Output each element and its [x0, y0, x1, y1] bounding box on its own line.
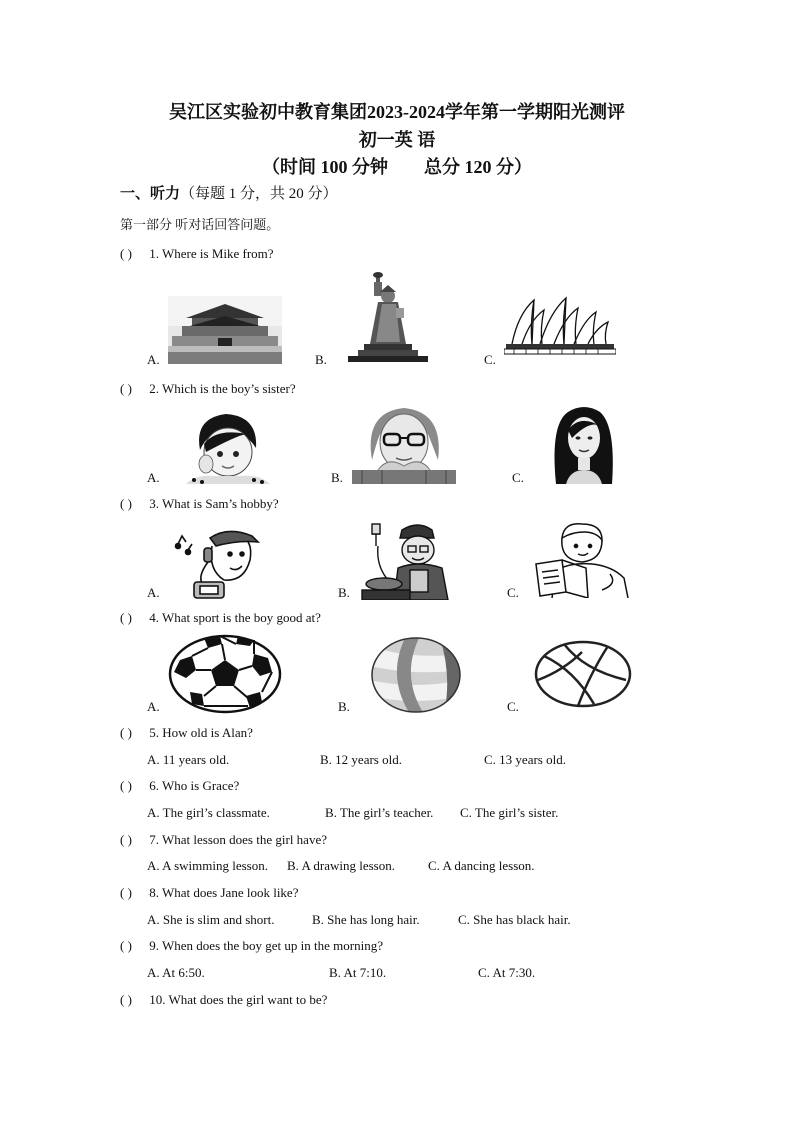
- exam-time-score: [0, 153, 794, 179]
- volleyball-icon: [370, 636, 462, 714]
- q3-option-a[interactable]: A.: [147, 585, 160, 600]
- q6-option-c[interactable]: C. The girl’s sister.: [460, 805, 559, 820]
- exam-title: 吴江区实验初中教育集团2023-2024学年第一学期阳光测评: [169, 102, 625, 122]
- q8-option-c[interactable]: C. She has black hair.: [458, 912, 571, 927]
- q4-option-b[interactable]: B.: [338, 699, 350, 714]
- tiananmen-image: [168, 296, 282, 364]
- answer-blank[interactable]: ( ): [120, 246, 132, 261]
- section-title: 一、听力: [120, 186, 181, 202]
- question-text: 4. What sport is the boy good at?: [149, 610, 321, 625]
- question-3: [120, 496, 279, 512]
- girl-glasses-image: [352, 404, 456, 484]
- question-6: [120, 778, 239, 794]
- question-text: 1. Where is Mike from?: [149, 246, 274, 261]
- answer-blank[interactable]: ( ): [120, 778, 132, 793]
- q8-option-a[interactable]: A. She is slim and short.: [147, 912, 275, 927]
- question-9: [120, 938, 383, 954]
- q6-option-b[interactable]: B. The girl’s teacher.: [325, 805, 434, 820]
- q5-option-a[interactable]: A. 11 years old.: [147, 752, 230, 767]
- question-text: 5. How old is Alan?: [149, 725, 253, 740]
- answer-blank[interactable]: ( ): [120, 610, 132, 625]
- q9-option-a[interactable]: A. At 6:50.: [147, 965, 205, 980]
- question-text: 3. What is Sam’s hobby?: [149, 496, 279, 511]
- question-7: [120, 832, 327, 848]
- question-text: 10. What does the girl want to be?: [149, 992, 328, 1007]
- q7-option-c[interactable]: C. A dancing lesson.: [428, 858, 535, 873]
- section-heading: [120, 182, 338, 203]
- girl-long-hair-image: [550, 404, 616, 484]
- q8-option-b[interactable]: B. She has long hair.: [312, 912, 420, 927]
- answer-blank[interactable]: ( ): [120, 381, 132, 396]
- question-10: [120, 992, 327, 1008]
- question-2: [120, 381, 296, 397]
- child-short-hair-image: [176, 408, 280, 484]
- sydney-opera-house-image: [504, 294, 616, 356]
- question-text: 9. When does the boy get up in the morning?: [149, 938, 383, 953]
- q7-option-b[interactable]: B. A drawing lesson.: [287, 858, 395, 873]
- q9-option-b[interactable]: B. At 7:10.: [329, 965, 387, 980]
- q5-option-c[interactable]: C. 13 years old.: [484, 752, 566, 767]
- q6-option-a[interactable]: A. The girl’s classmate.: [147, 805, 270, 820]
- total-label: 总分 120 分）: [424, 157, 532, 177]
- q5-option-b[interactable]: B. 12 years old.: [320, 752, 402, 767]
- q2-option-a[interactable]: A.: [147, 470, 160, 485]
- q2-option-c[interactable]: C.: [512, 470, 524, 485]
- q1-option-b[interactable]: B.: [315, 352, 327, 367]
- q2-option-b[interactable]: B.: [331, 470, 343, 485]
- boy-reading-image: [532, 520, 632, 598]
- answer-blank[interactable]: ( ): [120, 725, 132, 740]
- question-4: [120, 610, 321, 626]
- q1-option-c[interactable]: C.: [484, 352, 496, 367]
- question-text: 6. Who is Grace?: [149, 778, 240, 793]
- time-label: （时间 100 分钟: [262, 157, 388, 177]
- statue-of-liberty-image: [338, 272, 438, 362]
- q1-option-a[interactable]: A.: [147, 352, 160, 367]
- man-cooking-image: [358, 520, 458, 600]
- question-1: [120, 246, 274, 262]
- part-title: 第一部分 听对话回答问题。: [120, 217, 280, 232]
- answer-blank[interactable]: ( ): [120, 832, 132, 847]
- q4-option-a[interactable]: A.: [147, 699, 160, 714]
- soccer-ball-icon: [168, 634, 282, 714]
- answer-blank[interactable]: ( ): [120, 496, 132, 511]
- section-note: （每题 1 分，共 20 分）: [180, 186, 338, 202]
- q3-option-b[interactable]: B.: [338, 585, 350, 600]
- q4-option-c[interactable]: C.: [507, 699, 519, 714]
- basketball-icon: [534, 640, 632, 708]
- question-5: [120, 725, 253, 741]
- q7-option-a[interactable]: A. A swimming lesson.: [147, 858, 268, 873]
- boy-music-image: [168, 520, 272, 600]
- answer-blank[interactable]: ( ): [120, 885, 132, 900]
- question-text: 7. What lesson does the girl have?: [149, 832, 327, 847]
- q9-option-c[interactable]: C. At 7:30.: [478, 965, 536, 980]
- answer-blank[interactable]: ( ): [120, 938, 132, 953]
- exam-subject: 初一英 语: [358, 130, 436, 150]
- answer-blank[interactable]: ( ): [120, 992, 132, 1007]
- question-text: 8. What does Jane look like?: [149, 885, 299, 900]
- question-text: 2. Which is the boy’s sister?: [149, 381, 296, 396]
- question-8: [120, 885, 298, 901]
- q3-option-c[interactable]: C.: [507, 585, 519, 600]
